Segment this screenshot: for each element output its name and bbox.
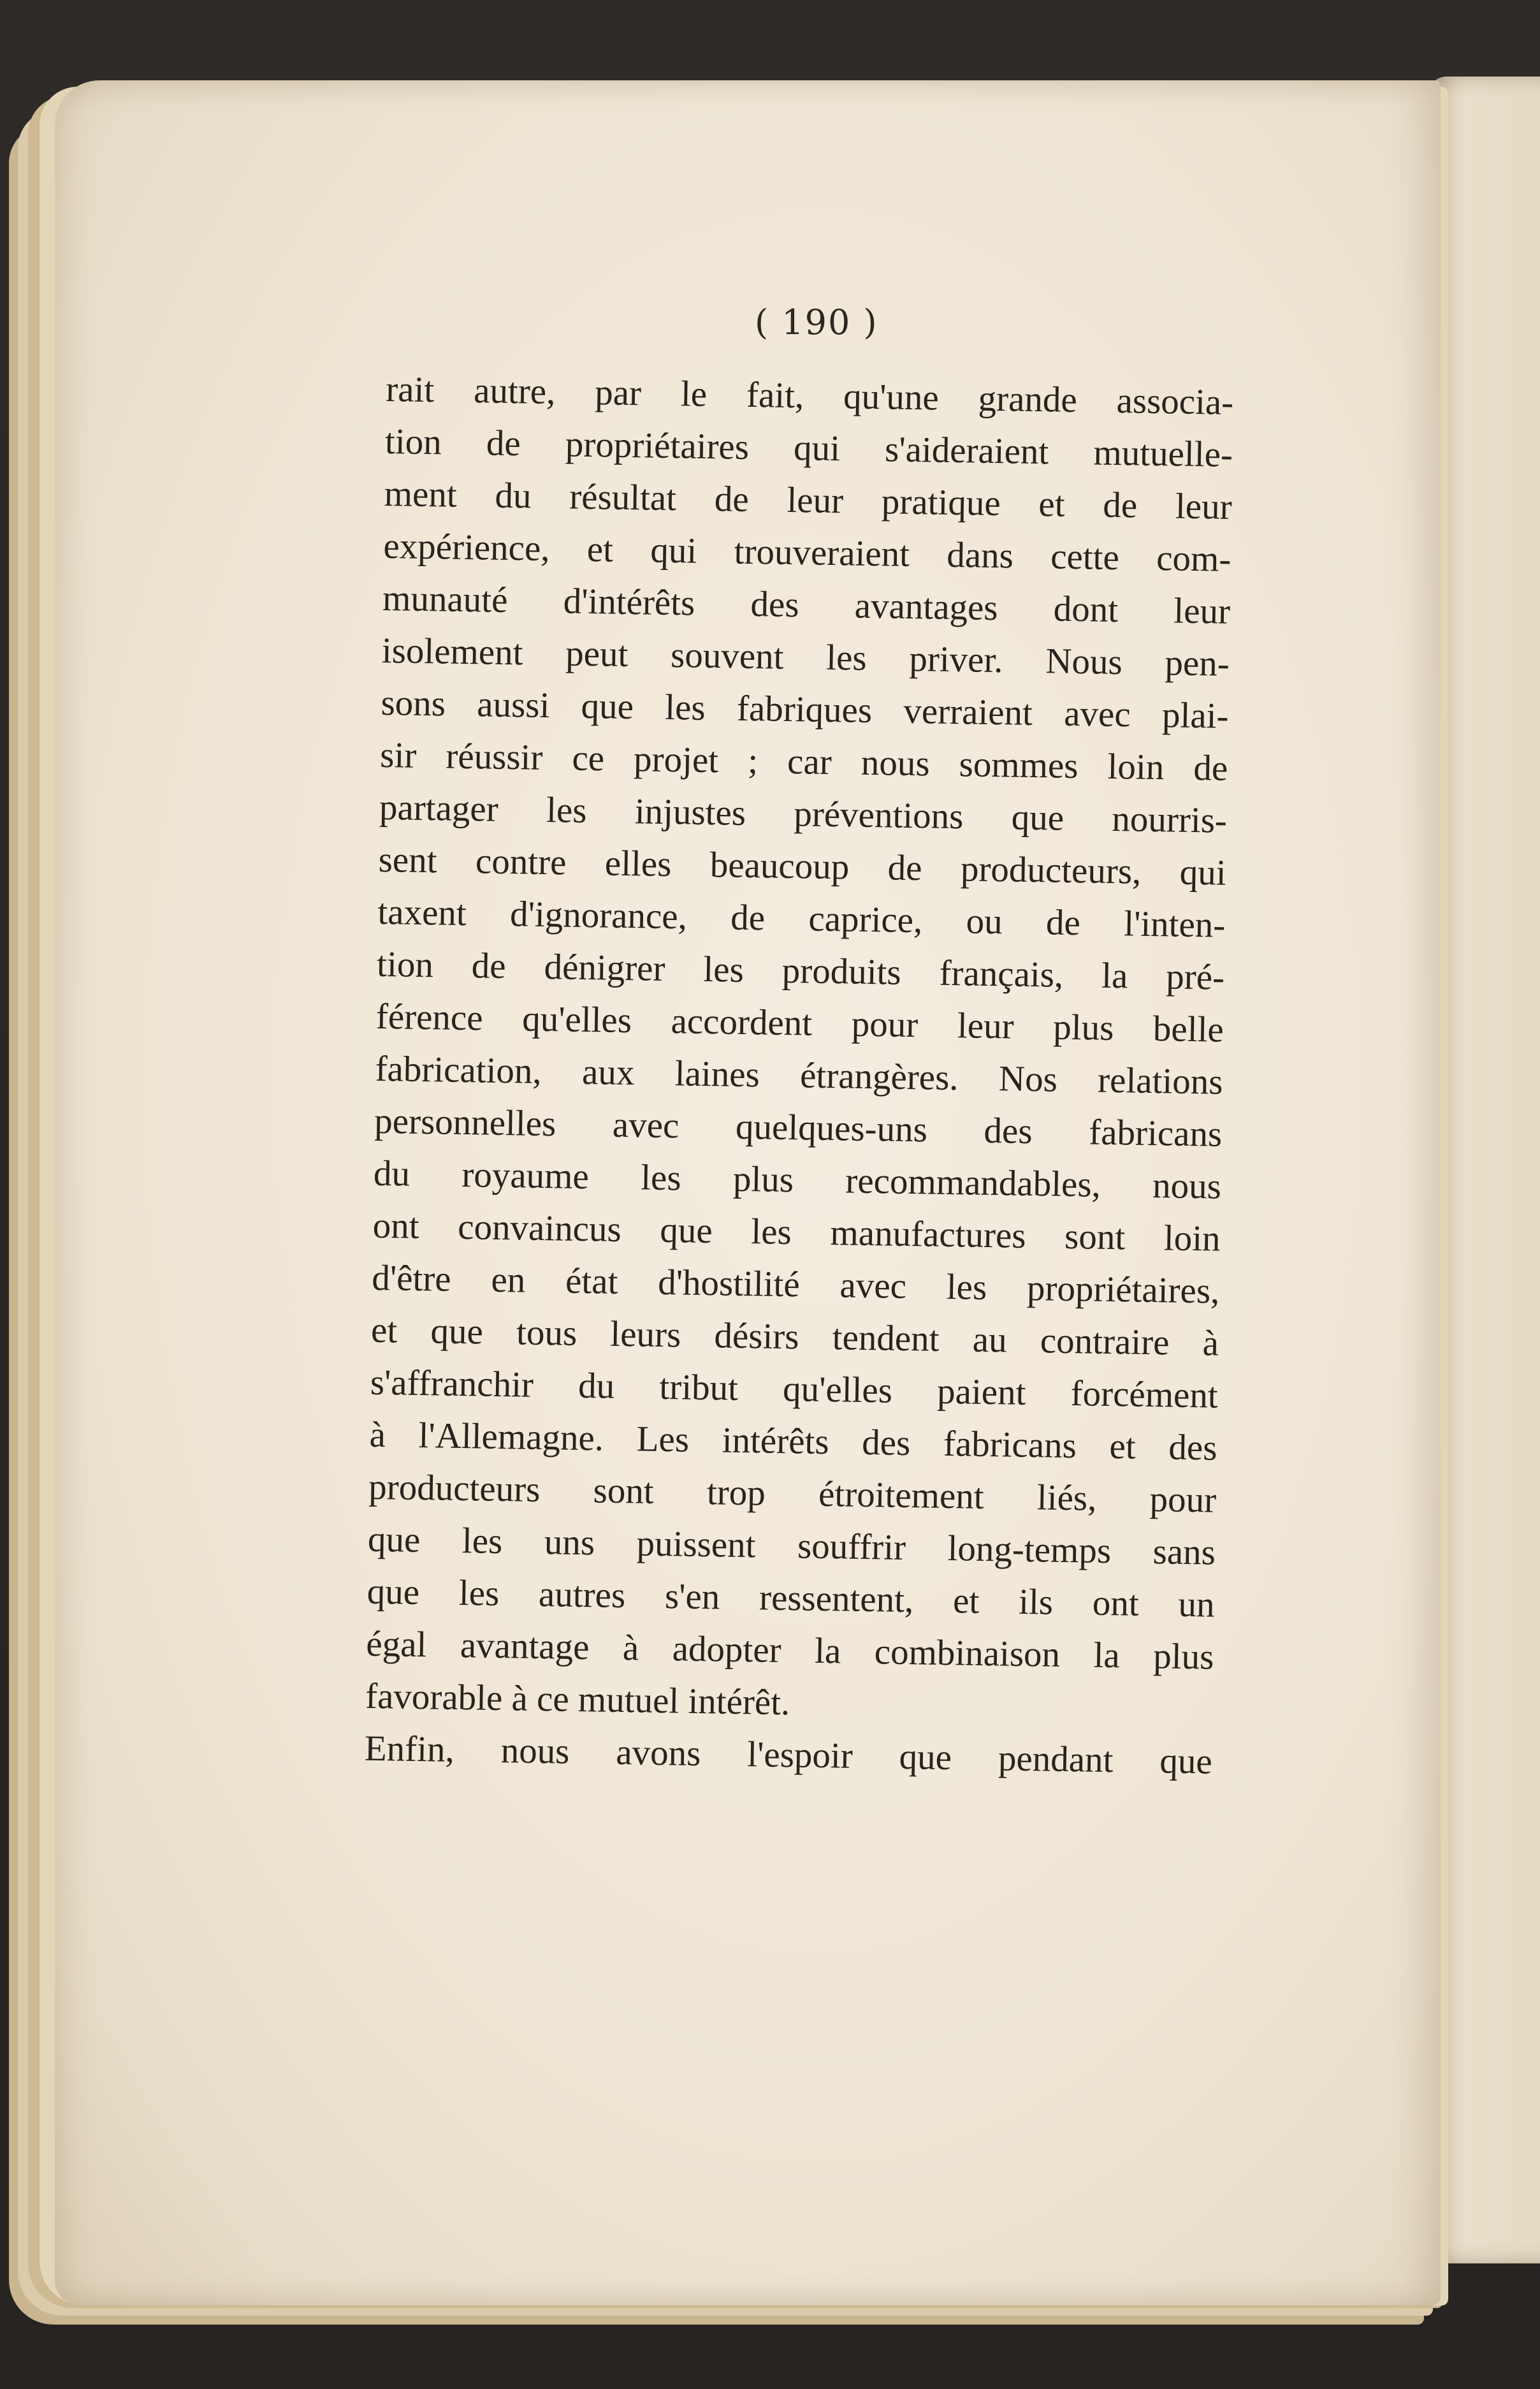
text-line: favorable à ce mutuel intérêt. [365, 1676, 790, 1723]
text-line: égal avantage à adopter la combinaison la plus [365, 1623, 1214, 1677]
text-line: ment du résultat de leur pratique et de leur [384, 473, 1233, 527]
page-number: ( 190 ) [755, 302, 878, 342]
text-line: tion de propriétaires qui s'aideraient mutuelle- [384, 421, 1233, 475]
text-line: tion de dénigrer les produits français, la pré- [376, 944, 1225, 998]
text-line: producteurs sont trop étroitement liés, pour [368, 1466, 1217, 1521]
text-line: taxent d'ignorance, de caprice, ou de l'inten- [377, 891, 1226, 946]
text-line: que les autres s'en ressentent, et ils ont un [367, 1571, 1216, 1625]
text-line: expérience, et qui trouveraient dans cette com- [383, 525, 1231, 580]
text-line: que les uns puissent souffrir long-temps sans [367, 1519, 1216, 1573]
text-line: sir réussir ce projet ; car nous sommes loin de [379, 734, 1228, 789]
text-line: d'être en état d'hostilité avec les propriétaires, [371, 1257, 1220, 1311]
text-line: rait autre, par le fait, qu'une grande associa- [385, 369, 1234, 423]
text-line: partager les injustes préventions que nourris- [379, 787, 1228, 841]
text-line: du royaume les plus recommandables, nous [373, 1153, 1222, 1207]
text-line: et que tous leurs désirs tendent au contraire à [370, 1310, 1219, 1364]
text-line: s'affranchir du tribut qu'elles paient forcément [370, 1362, 1219, 1416]
text-line: isolement peut souvent les priver. Nous pen- [381, 630, 1230, 684]
text-line-paragraph-start: Enfin, nous avons l'espoir que pendant que [364, 1728, 1213, 1782]
text-line: sent contre elles beaucoup de producteurs, qui [378, 839, 1227, 893]
text-line: à l'Allemagne. Les intérêts des fabricans et des [369, 1414, 1217, 1468]
body-text [364, 363, 1234, 1788]
text-line: munauté d'intérêts des avantages dont leur [382, 578, 1231, 632]
text-line: fabrication, aux laines étrangères. Nos relations [375, 1048, 1223, 1102]
text-line: personnelles avec quelques-uns des fabricans [374, 1100, 1223, 1155]
text-line: sons aussi que les fabriques verraient avec plai- [381, 682, 1229, 736]
text-line: ont convaincus que les manufactures sont loin [372, 1205, 1221, 1259]
text-line: férence qu'elles accordent pour leur plus belle [375, 996, 1224, 1050]
